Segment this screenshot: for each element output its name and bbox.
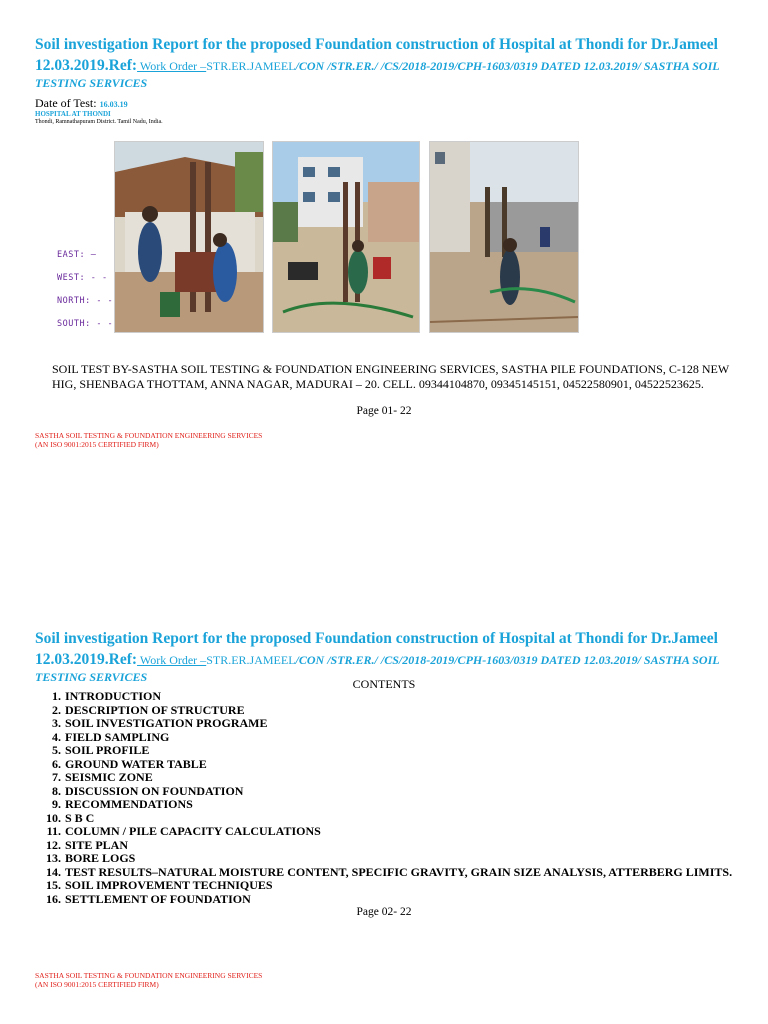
toc-number: 16. (46, 891, 61, 906)
toc-label: GROUND WATER TABLE (65, 756, 207, 771)
toc-item (35, 771, 732, 785)
toc-label: SEISMIC ZONE (65, 770, 153, 784)
title-date-ref: 12.03.2019.Ref (35, 57, 132, 74)
date-of-test (35, 96, 128, 111)
toc-label: SOIL PROFILE (65, 743, 150, 757)
firm-name: SASTHA SOIL TESTING & FOUNDATION ENGINEERING SERVICES (35, 431, 263, 440)
date-value: 16.03.19 (99, 100, 128, 109)
toc-label: TEST RESULTS–NATURAL MOISTURE CONTENT, SPECIFIC GRAVITY, GRAIN SIZE ANALYSIS, ATTERBERG LIMITS. (65, 864, 733, 879)
direction-south: SOUTH: - - (57, 319, 114, 329)
site-name: HOSPITAL AT THONDI (35, 110, 111, 118)
site-photo-3 (429, 141, 579, 333)
work-order-name-2: STR.ER.JAMEEL (206, 653, 296, 667)
work-order-label-2: Work Order – (137, 653, 207, 667)
toc-item (35, 893, 732, 907)
toc-label: FIELD SAMPLING (65, 729, 170, 744)
site-photo-1 (114, 141, 264, 333)
toc-label: SOIL IMPROVEMENT TECHNIQUES (65, 878, 273, 892)
work-order-name: STR.ER.JAMEEL (206, 59, 296, 73)
site-address: Thondi, Ramnathapuram District. Tamil Nadu, India. (35, 119, 163, 125)
toc-item (35, 825, 732, 839)
toc-item (35, 758, 732, 772)
toc-label: S B C (65, 810, 95, 825)
work-order-code-cont: TESTING SERVICES (35, 76, 148, 90)
toc-label: SOIL INVESTIGATION PROGRAME (65, 716, 268, 730)
toc-label: SITE PLAN (65, 837, 129, 852)
toc-number: 3. (52, 716, 61, 730)
toc-number: 8. (52, 783, 61, 798)
toc-label: DISCUSSION ON FOUNDATION (65, 783, 244, 798)
toc-item (35, 690, 732, 704)
toc-number: 12. (46, 837, 61, 852)
toc-number: 1. (52, 689, 61, 703)
toc-number: 7. (52, 770, 61, 784)
title-colon-2: : (131, 651, 138, 668)
toc-item (35, 839, 732, 853)
firm-certification-2: (AN ISO 9001:2015 CERTIFIED FIRM) (35, 980, 159, 989)
toc-label: SETTLEMENT OF FOUNDATION (65, 891, 251, 906)
firm-footer-2 (35, 971, 262, 989)
toc-number: 6. (52, 756, 61, 771)
work-order-code-cont-2: TESTING SERVICES (35, 670, 148, 684)
soil-test-by: SOIL TEST BY-SASTHA SOIL TESTING & FOUNDATION ENGINEERING SERVICES, SASTHA PILE FOUNDATIONS, C-128 NEW HIG, SHENBAGA THOTTAM, ANNA NAGAR, MADURAI – 20. CELL. 09344104870, 09345145151, 04522580901, 04522523625. (52, 362, 729, 391)
toc-number: 5. (52, 743, 61, 757)
direction-north: NORTH: - - (57, 296, 114, 306)
toc-number: 2. (52, 702, 61, 717)
contents-heading: CONTENTS (352, 677, 416, 691)
site-photo-2 (272, 141, 420, 333)
date-label: Date of Test: (35, 96, 100, 110)
title-date-ref-2: 12.03.2019.Ref (35, 651, 132, 668)
firm-name-2: SASTHA SOIL TESTING & FOUNDATION ENGINEERING SERVICES (35, 971, 263, 980)
toc-label: BORE LOGS (65, 851, 136, 865)
title-page1 (35, 34, 735, 89)
work-order-code: /CON /STR.ER./ /CS/2018-2019/CPH-1603/0319 DATED 12.03.2019/ SASTHA SOIL (295, 59, 720, 73)
toc-item (35, 879, 732, 893)
firm-footer-1 (35, 431, 262, 449)
toc-number: 11. (46, 824, 61, 838)
toc-item (35, 744, 732, 758)
toc-item (35, 785, 732, 799)
page-number-2: Page 02- 22 (356, 906, 412, 918)
toc-label: DESCRIPTION OF STRUCTURE (65, 702, 245, 717)
toc-label: RECOMMENDATIONS (65, 797, 193, 811)
toc-number: 14. (46, 864, 61, 879)
toc-number: 13. (46, 851, 61, 865)
work-order-code-2: /CON /STR.ER./ /CS/2018-2019/CPH-1603/0319 DATED 12.03.2019/ SASTHA SOIL (295, 653, 720, 667)
toc-number: 10. (46, 810, 61, 825)
toc-number: 4. (52, 729, 61, 744)
report-title: Soil investigation Report for the proposed Foundation construction of Hospital at Thondi for Dr.Jameel (35, 36, 718, 53)
toc-number: 15. (46, 878, 61, 892)
toc-label: COLUMN / PILE CAPACITY CALCULATIONS (65, 824, 321, 838)
title-colon: : (131, 57, 138, 74)
toc-item (35, 812, 732, 826)
toc-number: 9. (52, 797, 61, 811)
title-page2 (35, 628, 735, 683)
toc-label: INTRODUCTION (65, 689, 162, 703)
toc-item (35, 852, 732, 866)
page-number-1: Page 01- 22 (356, 405, 412, 417)
direction-west: WEST: - - (57, 273, 108, 283)
table-of-contents (35, 690, 732, 906)
work-order-label: Work Order – (137, 59, 207, 73)
direction-east: EAST: – (57, 250, 97, 260)
report-title-2: Soil investigation Report for the proposed Foundation construction of Hospital at Thondi for Dr.Jameel (35, 630, 718, 647)
toc-item (35, 717, 732, 731)
firm-certification: (AN ISO 9001:2015 CERTIFIED FIRM) (35, 440, 159, 449)
toc-item (35, 798, 732, 812)
toc-item (35, 704, 732, 718)
toc-item (35, 866, 732, 880)
toc-item (35, 731, 732, 745)
